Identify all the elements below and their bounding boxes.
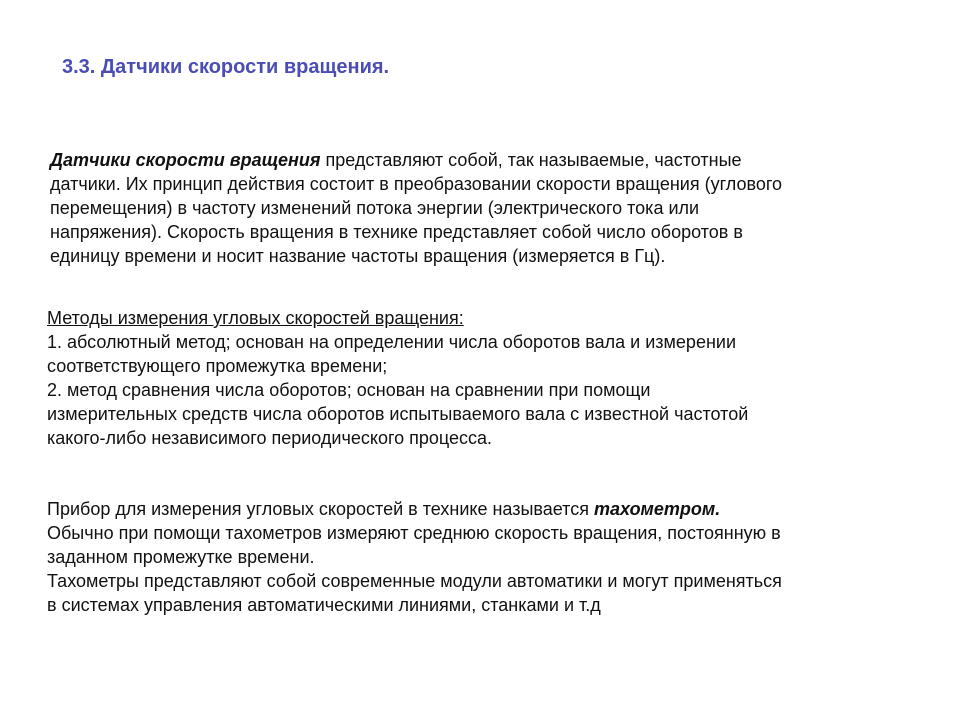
intro-lead-term: Датчики скорости вращения [50, 150, 321, 170]
tachometer-line-4: Тахометры представляют собой современные модули автоматики и могут применяться [47, 571, 782, 591]
methods-line-2: соответствующего промежутка времени; [47, 356, 388, 376]
methods-line-4: измерительных средств числа оборотов испытываемого вала с известной частотой [47, 404, 749, 424]
slide-title: 3.3. Датчики скорости вращения. [62, 56, 390, 78]
tachometer-line-3: заданном промежутке времени. [47, 547, 315, 567]
intro-paragraph [50, 148, 900, 268]
methods-heading: Методы измерения угловых скоростей вращения: [47, 308, 464, 328]
intro-line-2: датчики. Их принцип действия состоит в преобразовании скорости вращения (углового [50, 174, 783, 194]
intro-line-3: перемещения) в частоту изменений потока энергии (электрического тока или [50, 198, 700, 218]
methods-paragraph [47, 306, 897, 450]
methods-line-5: какого-либо независимого периодического процесса. [47, 428, 493, 448]
methods-line-3: 2. метод сравнения числа оборотов; основан на сравнении при помощи [47, 380, 651, 400]
tachometer-line-1-start: Прибор для измерения угловых скоростей в технике называется [47, 499, 594, 519]
tachometer-paragraph [47, 497, 917, 617]
intro-line-1 [50, 148, 900, 172]
tachometer-line-5: в системах управления автоматическими линиями, станками и т.д [47, 595, 601, 615]
tachometer-line-1 [47, 497, 917, 521]
intro-line-5: единицу времени и носит название частоты вращения (измеряется в Гц). [50, 246, 666, 266]
intro-line-4: напряжения). Скорость вращения в технике представляет собой число оборотов в [50, 222, 743, 242]
tachometer-term: тахометром. [593, 499, 721, 519]
methods-line-1: 1. абсолютный метод; основан на определении числа оборотов вала и измерении [47, 332, 737, 352]
intro-line-1-rest: представляют собой, так называемые, частотные [320, 150, 742, 170]
tachometer-line-2: Обычно при помощи тахометров измеряют среднюю скорость вращения, постоянную в [47, 523, 781, 543]
